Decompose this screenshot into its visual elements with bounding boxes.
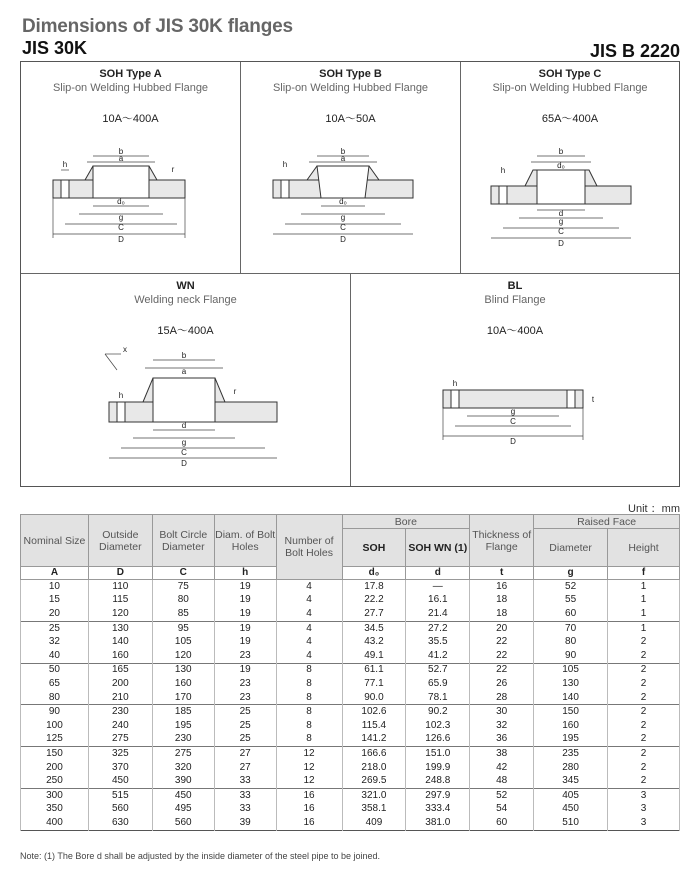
table-cell: 195 bbox=[534, 733, 608, 747]
dim-label-c: C bbox=[510, 417, 516, 426]
table-cell: 18 bbox=[470, 594, 534, 608]
table-cell: 409 bbox=[342, 816, 406, 830]
table-cell: 32 bbox=[21, 635, 89, 649]
page-subtitle: JIS 30K bbox=[22, 38, 88, 58]
table-cell: 19 bbox=[214, 607, 276, 621]
table-cell: 16 bbox=[470, 580, 534, 594]
table-cell: 16 bbox=[276, 788, 342, 802]
dim-label-h: h bbox=[500, 166, 506, 175]
table-cell: 160 bbox=[534, 719, 608, 733]
table-cell: 19 bbox=[214, 621, 276, 635]
dim-label-g: g bbox=[558, 217, 564, 226]
diagram-soh-type-c bbox=[461, 62, 679, 274]
table-cell: 55 bbox=[534, 594, 608, 608]
table-cell: 333.4 bbox=[406, 803, 470, 817]
table-cell: 15 bbox=[21, 594, 89, 608]
table-cell: 120 bbox=[152, 649, 214, 663]
table-cell: 39 bbox=[214, 816, 276, 830]
diagram-description: Slip-on Welding Hubbed Flange bbox=[52, 82, 209, 94]
table-cell: 36 bbox=[470, 733, 534, 747]
table-cell: 140 bbox=[534, 691, 608, 705]
table-cell: 4 bbox=[276, 621, 342, 635]
table-cell: 2 bbox=[608, 663, 680, 677]
page-title: Dimensions of JIS 30K flanges bbox=[22, 16, 293, 37]
table-cell: 515 bbox=[88, 788, 152, 802]
table-cell: 19 bbox=[214, 663, 276, 677]
table-cell: 54 bbox=[470, 803, 534, 817]
dim-label-d: D bbox=[340, 235, 346, 244]
table-cell: 32 bbox=[470, 719, 534, 733]
dim-label-c: C bbox=[340, 223, 346, 232]
table-row bbox=[21, 649, 680, 663]
dimensions-table bbox=[20, 514, 680, 831]
table-cell: 130 bbox=[152, 663, 214, 677]
table-cell: 10 bbox=[21, 580, 89, 594]
dim-label-h: h bbox=[118, 391, 124, 400]
table-cell: 218.0 bbox=[342, 761, 406, 775]
table-cell: 65.9 bbox=[406, 677, 470, 691]
table-cell: 60 bbox=[470, 816, 534, 830]
header-bore-soh: SOH bbox=[342, 529, 406, 567]
table-cell: 12 bbox=[276, 761, 342, 775]
table-cell: 199.9 bbox=[406, 761, 470, 775]
diagram-panel bbox=[20, 61, 680, 487]
table-cell: 200 bbox=[21, 761, 89, 775]
bolt-hole bbox=[281, 180, 289, 198]
table-row bbox=[21, 774, 680, 788]
diagram-soh-type-b bbox=[241, 62, 461, 274]
table-cell: 230 bbox=[152, 733, 214, 747]
table-cell: 510 bbox=[534, 816, 608, 830]
table-cell: 16 bbox=[276, 803, 342, 817]
table-cell: 22 bbox=[470, 635, 534, 649]
table-cell: 450 bbox=[534, 803, 608, 817]
dim-label-b: b bbox=[558, 147, 564, 156]
dim-label-h: h bbox=[282, 160, 288, 169]
table-cell: 2 bbox=[608, 705, 680, 719]
table-cell: 42 bbox=[470, 761, 534, 775]
table-cell: 151.0 bbox=[406, 747, 470, 761]
dim-label-g: g bbox=[340, 213, 346, 222]
table-row bbox=[21, 677, 680, 691]
diagram-description: Blind Flange bbox=[484, 294, 546, 306]
table-cell: 450 bbox=[88, 774, 152, 788]
table-cell: 77.1 bbox=[342, 677, 406, 691]
table-cell: 1 bbox=[608, 580, 680, 594]
header-bore-wn: SOH WN (1) bbox=[406, 529, 470, 567]
symbol-cell: A bbox=[21, 567, 89, 580]
table-cell: 2 bbox=[608, 733, 680, 747]
table-cell: 27 bbox=[214, 747, 276, 761]
table-cell: 50 bbox=[21, 663, 89, 677]
dim-label-h: h bbox=[452, 379, 458, 388]
table-row bbox=[21, 733, 680, 747]
header-bore: Bore bbox=[342, 515, 470, 529]
header-raised-face: Raised Face bbox=[534, 515, 680, 529]
table-cell: 27 bbox=[214, 761, 276, 775]
table-cell: 2 bbox=[608, 719, 680, 733]
table-row bbox=[21, 607, 680, 621]
symbol-cell: C bbox=[152, 567, 214, 580]
table-cell: 4 bbox=[276, 635, 342, 649]
table-cell: 269.5 bbox=[342, 774, 406, 788]
table-cell: 320 bbox=[152, 761, 214, 775]
flange-body bbox=[443, 390, 583, 408]
table-cell: 25 bbox=[21, 621, 89, 635]
diagram-bl bbox=[351, 274, 679, 486]
table-cell: 90 bbox=[534, 649, 608, 663]
table-cell: 2 bbox=[608, 761, 680, 775]
table-cell: 22.2 bbox=[342, 594, 406, 608]
table-cell: 235 bbox=[534, 747, 608, 761]
table-row bbox=[21, 761, 680, 775]
header-bolt-hole-diameter: Diam. of Bolt Holes bbox=[214, 515, 276, 567]
table-cell: 275 bbox=[88, 733, 152, 747]
table-cell: 400 bbox=[21, 816, 89, 830]
table-cell: 125 bbox=[21, 733, 89, 747]
table-cell: 495 bbox=[152, 803, 214, 817]
diagram-range: 15A～400A bbox=[157, 325, 214, 337]
dim-label-d: d bbox=[558, 209, 564, 218]
table-cell: 100 bbox=[21, 719, 89, 733]
table-cell: 28 bbox=[470, 691, 534, 705]
diagram-title: SOH Type C bbox=[538, 68, 602, 80]
unit-label: Unit ：mm bbox=[628, 503, 680, 515]
standard-code: JIS B 2220 bbox=[589, 41, 680, 61]
table-cell: 630 bbox=[88, 816, 152, 830]
table-row bbox=[21, 747, 680, 761]
table-cell: 12 bbox=[276, 747, 342, 761]
table-cell: 95 bbox=[152, 621, 214, 635]
table-cell: 140 bbox=[88, 635, 152, 649]
table-cell: 19 bbox=[214, 580, 276, 594]
table-cell: 43.2 bbox=[342, 635, 406, 649]
table-cell: 33 bbox=[214, 803, 276, 817]
table-cell: 12 bbox=[276, 774, 342, 788]
table-cell: 345 bbox=[534, 774, 608, 788]
table-cell: 8 bbox=[276, 705, 342, 719]
dim-label-d: D bbox=[181, 459, 187, 468]
table-row bbox=[21, 705, 680, 719]
table-cell: 20 bbox=[470, 621, 534, 635]
table-cell: 150 bbox=[21, 747, 89, 761]
table-cell: 49.1 bbox=[342, 649, 406, 663]
table-cell: 150 bbox=[534, 705, 608, 719]
table-cell: 120 bbox=[88, 607, 152, 621]
table-cell: 350 bbox=[21, 803, 89, 817]
table-cell: 27.2 bbox=[406, 621, 470, 635]
table-cell: 3 bbox=[608, 816, 680, 830]
dim-label-a: a bbox=[181, 367, 187, 376]
dim-label-r: r bbox=[171, 165, 175, 174]
header-outside-diameter: Outside Diameter bbox=[88, 515, 152, 567]
table-cell: 115.4 bbox=[342, 719, 406, 733]
table-cell: 170 bbox=[152, 691, 214, 705]
dim-label-c: C bbox=[118, 223, 124, 232]
table-cell: 52.7 bbox=[406, 663, 470, 677]
dim-label-d0: d₀ bbox=[117, 197, 125, 206]
dim-label-d: D bbox=[510, 437, 516, 446]
table-cell: 102.6 bbox=[342, 705, 406, 719]
header-nominal-size: Nominal Size bbox=[21, 515, 89, 567]
dim-label-d0: d₀ bbox=[339, 197, 347, 206]
dim-label-r: r bbox=[233, 387, 237, 396]
diagram-range: 10A～400A bbox=[486, 325, 544, 337]
table-cell: 160 bbox=[88, 649, 152, 663]
bore bbox=[153, 378, 215, 422]
table-cell: 3 bbox=[608, 803, 680, 817]
diagram-description: Slip-on Welding Hubbed Flange bbox=[272, 82, 429, 94]
table-cell: 248.8 bbox=[406, 774, 470, 788]
dim-label-g: g bbox=[181, 438, 187, 447]
table-cell: 1 bbox=[608, 594, 680, 608]
table-cell: 200 bbox=[88, 677, 152, 691]
table-cell: 75 bbox=[152, 580, 214, 594]
dim-label-x: x bbox=[123, 345, 127, 354]
table-cell: 8 bbox=[276, 677, 342, 691]
table-cell: 8 bbox=[276, 663, 342, 677]
diagram-wn bbox=[21, 274, 351, 486]
table-cell: 70 bbox=[534, 621, 608, 635]
table-cell: 4 bbox=[276, 649, 342, 663]
table-cell: 297.9 bbox=[406, 788, 470, 802]
table-row bbox=[21, 635, 680, 649]
header-raised-height: Height bbox=[608, 529, 680, 567]
table-cell: 195 bbox=[152, 719, 214, 733]
table-cell: 210 bbox=[88, 691, 152, 705]
table-cell: 41.2 bbox=[406, 649, 470, 663]
table-cell: 560 bbox=[88, 803, 152, 817]
flange-drawing bbox=[461, 62, 679, 274]
table-cell: 2 bbox=[608, 649, 680, 663]
table-cell: 105 bbox=[152, 635, 214, 649]
table-row bbox=[21, 663, 680, 677]
table-cell: 8 bbox=[276, 691, 342, 705]
bolt-hole bbox=[117, 402, 125, 422]
table-cell: 381.0 bbox=[406, 816, 470, 830]
dim-label-g: g bbox=[118, 213, 124, 222]
table-cell: 2 bbox=[608, 677, 680, 691]
dim-label-a: a bbox=[340, 154, 346, 163]
table-cell: 141.2 bbox=[342, 733, 406, 747]
table-cell: 80 bbox=[534, 635, 608, 649]
table-cell: 321.0 bbox=[342, 788, 406, 802]
dim-label-h: h bbox=[62, 160, 68, 169]
diagram-range: 10A～50A bbox=[325, 113, 376, 125]
diagram-range: 65A～400A bbox=[541, 113, 599, 125]
bore bbox=[93, 166, 149, 198]
table-cell: 52 bbox=[534, 580, 608, 594]
table-cell: 115 bbox=[88, 594, 152, 608]
flange-drawing bbox=[21, 274, 351, 486]
table-cell: 185 bbox=[152, 705, 214, 719]
table-cell: 370 bbox=[88, 761, 152, 775]
diagram-title: BL bbox=[507, 280, 523, 292]
table-cell: 2 bbox=[608, 747, 680, 761]
flange-drawing bbox=[351, 274, 679, 486]
symbol-cell: D bbox=[88, 567, 152, 580]
diagram-title: WN bbox=[176, 280, 195, 292]
table-cell: 16.1 bbox=[406, 594, 470, 608]
table-cell: 240 bbox=[88, 719, 152, 733]
table-cell: 22 bbox=[470, 649, 534, 663]
table-cell: 25 bbox=[214, 733, 276, 747]
table-body bbox=[21, 580, 680, 831]
table-cell: 4 bbox=[276, 594, 342, 608]
table-cell: 130 bbox=[88, 621, 152, 635]
table-cell: 34.5 bbox=[342, 621, 406, 635]
dim-label-b: b bbox=[181, 351, 187, 360]
header-raised-diameter: Diameter bbox=[534, 529, 608, 567]
table-cell: 80 bbox=[152, 594, 214, 608]
table-cell: 102.3 bbox=[406, 719, 470, 733]
table-row bbox=[21, 594, 680, 608]
table-cell: 325 bbox=[88, 747, 152, 761]
diagram-title: SOH Type B bbox=[319, 68, 382, 80]
table-cell: 19 bbox=[214, 635, 276, 649]
table-cell: 4 bbox=[276, 607, 342, 621]
table-cell: 80 bbox=[21, 691, 89, 705]
table-cell: 23 bbox=[214, 691, 276, 705]
bolt-hole bbox=[61, 180, 69, 198]
table-cell: 21.4 bbox=[406, 607, 470, 621]
table-cell: 38 bbox=[470, 747, 534, 761]
table-cell: 26 bbox=[470, 677, 534, 691]
table-cell: 390 bbox=[152, 774, 214, 788]
table-cell: 85 bbox=[152, 607, 214, 621]
table-cell: 8 bbox=[276, 733, 342, 747]
table-cell: 280 bbox=[534, 761, 608, 775]
dim-label-b: b bbox=[118, 147, 124, 156]
dim-label-b: b bbox=[340, 147, 346, 156]
dim-label-d: d bbox=[181, 421, 187, 430]
table-cell: 33 bbox=[214, 788, 276, 802]
bore bbox=[317, 166, 369, 198]
table-cell: 90.0 bbox=[342, 691, 406, 705]
footnote: Note: (1) The Bore d shall be adjusted by the inside diameter of the steel pipe to be joined. bbox=[20, 851, 381, 861]
table-cell: 78.1 bbox=[406, 691, 470, 705]
header-bolt-hole-count: Number of Bolt Holes bbox=[276, 515, 342, 580]
table-cell: 105 bbox=[534, 663, 608, 677]
table-cell: 450 bbox=[152, 788, 214, 802]
table-cell: 405 bbox=[534, 788, 608, 802]
table-cell: 48 bbox=[470, 774, 534, 788]
table-cell: 61.1 bbox=[342, 663, 406, 677]
diagram-title: SOH Type A bbox=[99, 68, 162, 80]
table-cell: 165 bbox=[88, 663, 152, 677]
table-row bbox=[21, 803, 680, 817]
table-cell: 23 bbox=[214, 649, 276, 663]
table-cell: 16 bbox=[276, 816, 342, 830]
table-cell: 1 bbox=[608, 621, 680, 635]
dim-label-d0: d₀ bbox=[557, 161, 565, 170]
table-cell: 3 bbox=[608, 788, 680, 802]
diagram-description: Slip-on Welding Hubbed Flange bbox=[492, 82, 648, 94]
table-cell: 25 bbox=[214, 719, 276, 733]
symbol-cell: g bbox=[534, 567, 608, 580]
header-thickness: Thickness of Flange bbox=[470, 515, 534, 567]
dim-label-g: g bbox=[510, 407, 516, 416]
table-cell: 126.6 bbox=[406, 733, 470, 747]
table-cell: 560 bbox=[152, 816, 214, 830]
symbol-cell: d₀ bbox=[342, 567, 406, 580]
table-cell: 8 bbox=[276, 719, 342, 733]
table-cell: 22 bbox=[470, 663, 534, 677]
table-row bbox=[21, 621, 680, 635]
table-cell: 166.6 bbox=[342, 747, 406, 761]
table-cell: 27.7 bbox=[342, 607, 406, 621]
dim-label-c: C bbox=[181, 448, 187, 457]
table-cell: 52 bbox=[470, 788, 534, 802]
symbol-cell: f bbox=[608, 567, 680, 580]
table-cell: 35.5 bbox=[406, 635, 470, 649]
dim-label-t: t bbox=[591, 395, 595, 404]
table-cell: 30 bbox=[470, 705, 534, 719]
table-row bbox=[21, 788, 680, 802]
table-cell: 2 bbox=[608, 635, 680, 649]
symbol-cell: h bbox=[214, 567, 276, 580]
table-cell: 110 bbox=[88, 580, 152, 594]
table-cell: 358.1 bbox=[342, 803, 406, 817]
table-row bbox=[21, 691, 680, 705]
table-cell: 130 bbox=[534, 677, 608, 691]
dim-label-c: C bbox=[558, 227, 564, 236]
table-cell: — bbox=[406, 580, 470, 594]
table-cell: 250 bbox=[21, 774, 89, 788]
table-cell: 18 bbox=[470, 607, 534, 621]
table-cell: 20 bbox=[21, 607, 89, 621]
table-cell: 90.2 bbox=[406, 705, 470, 719]
table-cell: 65 bbox=[21, 677, 89, 691]
table-row bbox=[21, 580, 680, 594]
symbol-cell: d bbox=[406, 567, 470, 580]
table-cell: 40 bbox=[21, 649, 89, 663]
diagram-range: 10A～400A bbox=[102, 113, 159, 125]
bolt-hole bbox=[451, 390, 459, 408]
bolt-hole bbox=[567, 390, 575, 408]
dim-label-a: a bbox=[118, 154, 124, 163]
table-cell: 23 bbox=[214, 677, 276, 691]
table-cell: 160 bbox=[152, 677, 214, 691]
table-cell: 60 bbox=[534, 607, 608, 621]
table-cell: 25 bbox=[214, 705, 276, 719]
table-cell: 1 bbox=[608, 607, 680, 621]
table-cell: 2 bbox=[608, 774, 680, 788]
dim-label-d: D bbox=[558, 239, 564, 248]
bore bbox=[537, 170, 585, 204]
table-cell: 19 bbox=[214, 594, 276, 608]
table-cell: 2 bbox=[608, 691, 680, 705]
table-cell: 33 bbox=[214, 774, 276, 788]
symbol-cell: t bbox=[470, 567, 534, 580]
table-cell: 300 bbox=[21, 788, 89, 802]
table-row bbox=[21, 816, 680, 830]
bolt-hole bbox=[499, 186, 507, 204]
table-cell: 275 bbox=[152, 747, 214, 761]
table-cell: 230 bbox=[88, 705, 152, 719]
table-cell: 4 bbox=[276, 580, 342, 594]
header-bolt-circle: Bolt Circle Diameter bbox=[152, 515, 214, 567]
flange-drawing bbox=[21, 62, 241, 274]
dim-label-d: D bbox=[118, 235, 124, 244]
diagram-description: Welding neck Flange bbox=[134, 294, 237, 306]
table-row bbox=[21, 719, 680, 733]
flange-drawing bbox=[241, 62, 461, 274]
table-cell: 17.8 bbox=[342, 580, 406, 594]
table-cell: 90 bbox=[21, 705, 89, 719]
diagram-soh-type-a bbox=[21, 62, 241, 274]
